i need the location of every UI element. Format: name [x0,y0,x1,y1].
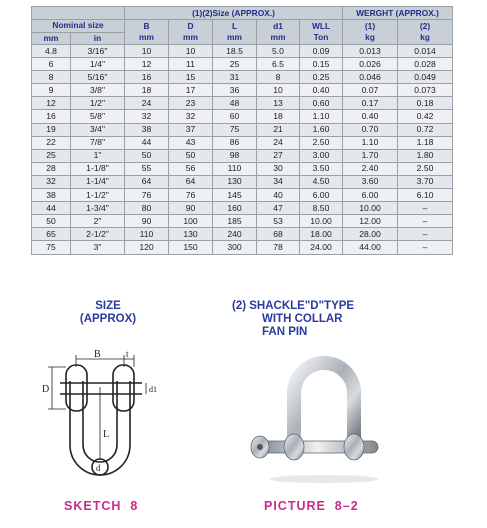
header-d-label: D [187,21,194,31]
table-cell: 240 [213,228,257,241]
table-cell: 10 [169,45,213,58]
table-cell: 1/4" [71,58,125,71]
table-cell: 1-1/8" [71,162,125,175]
dim-b-label: B [94,349,101,360]
table-cell: 130 [169,228,213,241]
table-cell: 17 [169,84,213,97]
table-cell: 24.00 [300,241,343,254]
sketch-title-line1: SIZE [95,300,121,312]
table-row [32,215,453,228]
table-cell: 53 [257,215,300,228]
shackle-sketch [30,345,180,485]
table-cell: 9 [32,84,71,97]
table-cell: 6.00 [343,189,398,202]
table-cell: 28 [32,162,71,175]
table-row [32,241,453,254]
picture-caption: PICTURE 8–2 [264,499,359,513]
table-cell: 1-3/4" [71,202,125,215]
table-row [32,110,453,123]
table-cell: 18 [257,110,300,123]
table-cell: 44.00 [343,241,398,254]
table-cell: 78 [257,241,300,254]
table-cell: 6.00 [300,189,343,202]
table-cell: 8.50 [300,202,343,215]
table-cell: – [398,202,453,215]
header-d [169,20,213,45]
table-cell: 160 [213,202,257,215]
table-cell: 90 [169,202,213,215]
table-cell: 32 [169,110,213,123]
photo-bow [294,363,354,445]
table-cell: 0.42 [398,110,453,123]
table-cell: 3.50 [300,162,343,175]
table-cell: 12 [125,58,169,71]
header-wll [300,20,343,45]
table-cell: 0.028 [398,58,453,71]
header-b-unit: mm [139,32,154,42]
table-cell: 38 [125,123,169,136]
table-cell: 25 [213,58,257,71]
table-cell: 90 [125,215,169,228]
table-cell: 11 [169,58,213,71]
header-w2-label: (2) [419,21,431,31]
table-row [32,71,453,84]
photo-left-eye [284,434,304,460]
table-cell: 0.25 [300,71,343,84]
table-cell: 24 [257,136,300,149]
table-cell: 0.013 [343,45,398,58]
table-cell: 2.50 [300,136,343,149]
table-cell: 3/8" [71,84,125,97]
table-cell: 31 [213,71,257,84]
table-cell: 32 [125,110,169,123]
table-cell: 4.50 [300,175,343,188]
table-cell: 23 [169,97,213,110]
table-cell: 64 [169,175,213,188]
table-cell: 32 [32,175,71,188]
header-row-2 [32,20,453,33]
table-cell: 50 [125,149,169,162]
table-cell: 75 [32,241,71,254]
header-d1-unit: mm [270,32,286,42]
sketch-title [58,300,158,326]
table-cell: 6.5 [257,58,300,71]
table-cell: 76 [169,189,213,202]
picture-title-line3: FAN PIN [262,326,308,338]
table-cell: 43 [169,136,213,149]
table-cell: 1-1/2" [71,189,125,202]
table-cell: 2-1/2" [71,228,125,241]
table-row [32,97,453,110]
table-cell: 300 [213,241,257,254]
table-cell: 110 [213,162,257,175]
sketch-caption: SKETCH 8 [64,499,139,513]
table-cell: 5/16" [71,71,125,84]
table-cell: 0.40 [343,110,398,123]
table-cell: 150 [169,241,213,254]
table-cell: 0.40 [300,84,343,97]
table-cell: 18 [125,84,169,97]
table-cell: 27 [257,149,300,162]
header-in: in [71,32,125,45]
header-row-1 [32,7,453,20]
table-cell: 50 [32,215,71,228]
table-cell: 10 [125,45,169,58]
table-row [32,136,453,149]
table-cell: 13 [257,97,300,110]
table-cell: 50 [169,149,213,162]
table-cell: 6 [32,58,71,71]
table-cell: 0.026 [343,58,398,71]
dim-d-label: D [42,384,50,395]
table-cell: 10 [257,84,300,97]
picture-title-line2: WITH COLLAR [262,313,343,325]
table-cell: 36 [213,84,257,97]
header-weight-1 [343,20,398,45]
table-cell: 12 [32,97,71,110]
header-weight: WERGHT (APPROX.) [343,7,453,20]
table-cell: 2" [71,215,125,228]
table-row [32,189,453,202]
table-cell: 3/4" [71,123,125,136]
table-cell: 80 [125,202,169,215]
table-cell: 3.00 [300,149,343,162]
table-row [32,58,453,71]
table-cell: 120 [125,241,169,254]
table-cell: 0.046 [343,71,398,84]
table-cell: 2.50 [398,162,453,175]
table-cell: 1-1/4" [71,175,125,188]
table-cell: 18.00 [300,228,343,241]
table-cell: 3.70 [398,175,453,188]
header-l-unit: mm [227,32,242,42]
dim-d-small-label: d [96,463,101,473]
table-cell: 19 [32,123,71,136]
table-cell: 65 [32,228,71,241]
table-cell: – [398,241,453,254]
sketch-left-eye [66,365,87,411]
table-cell: 145 [213,189,257,202]
table-cell: 55 [125,162,169,175]
table-cell: 30 [257,162,300,175]
table-cell: 5/8" [71,110,125,123]
table-cell: 38 [32,189,71,202]
dim-t-label: t [126,349,129,359]
table-cell: 64 [125,175,169,188]
table-row [32,84,453,97]
table-cell: 1.80 [398,149,453,162]
sketch-title-line2: (APPROX) [79,313,137,325]
header-wll-unit: Ton [313,32,329,42]
table-cell: 1" [71,149,125,162]
header-l [213,20,257,45]
table-cell: 12.00 [343,215,398,228]
dim-d1-label: d1 [149,385,157,394]
table-row [32,123,453,136]
table-cell: 60 [213,110,257,123]
table-cell: 0.70 [343,123,398,136]
table-cell: 15 [169,71,213,84]
table-cell: 10.00 [343,202,398,215]
table-row [32,175,453,188]
header-d-unit: mm [183,32,198,42]
table-row [32,149,453,162]
table-cell: 0.073 [398,84,453,97]
table-cell: 75 [213,123,257,136]
picture-title-line1: (2) SHACKLE"D"TYPE [232,300,355,312]
table-cell: 8 [32,71,71,84]
table-cell: 0.60 [300,97,343,110]
header-weight-2 [398,20,453,45]
table-cell: 22 [32,136,71,149]
table-cell: 16 [32,110,71,123]
header-wll-label: WLL [311,21,331,31]
table-cell: 0.049 [398,71,453,84]
photo-right-eye [344,434,364,460]
table-cell: 21 [257,123,300,136]
picture-title [232,300,432,339]
table-cell: 76 [125,189,169,202]
table-cell: 44 [32,202,71,215]
header-d1-label: d1 [273,21,283,31]
header-b [125,20,169,45]
table-cell: 2.40 [343,162,398,175]
header-w1-label: (1) [364,21,376,31]
table-cell: 56 [169,162,213,175]
spec-table [31,6,453,255]
table-cell: 16 [125,71,169,84]
table-cell: 4.8 [32,45,71,58]
table-cell: 10.00 [300,215,343,228]
header-size: (1)(2)Size (APPROX.) [125,7,343,20]
table-cell: 110 [125,228,169,241]
table-cell: 86 [213,136,257,149]
header-d1 [257,20,300,45]
table-cell: 28.00 [343,228,398,241]
table-cell: 34 [257,175,300,188]
header-w2-unit: kg [420,32,430,42]
table-cell: 5.0 [257,45,300,58]
header-b-label: B [143,21,150,31]
table-cell: 47 [257,202,300,215]
table-cell: – [398,215,453,228]
table-cell: 68 [257,228,300,241]
shackle-photo [236,345,396,485]
table-cell: 100 [169,215,213,228]
table-cell: 25 [32,149,71,162]
table-cell: 40 [257,189,300,202]
table-cell: 1.18 [398,136,453,149]
table-row [32,202,453,215]
table-row [32,45,453,58]
table-cell: 0.09 [300,45,343,58]
table-cell: 1.10 [300,110,343,123]
header-blank [32,7,125,20]
header-w1-unit: kg [365,32,375,42]
table-cell: 0.15 [300,58,343,71]
table-cell: 18.5 [213,45,257,58]
table-row [32,162,453,175]
table-cell: 44 [125,136,169,149]
table-cell: 1.70 [343,149,398,162]
header-mm: mm [32,32,71,45]
table-cell: 3" [71,241,125,254]
table-cell: 1/2" [71,97,125,110]
table-cell: 37 [169,123,213,136]
table-cell: 48 [213,97,257,110]
table-row [32,228,453,241]
header-l-label: L [231,21,238,31]
table-cell: 6.10 [398,189,453,202]
header-nominal-size: Nominal size [32,20,125,33]
table-cell: 130 [213,175,257,188]
table-cell: 98 [213,149,257,162]
table-cell: 0.07 [343,84,398,97]
table-cell: 8 [257,71,300,84]
photo-shadow [269,475,379,483]
table-cell: 0.014 [398,45,453,58]
sketch-right-eye [113,365,134,411]
table-cell: 0.72 [398,123,453,136]
table-cell: 1.10 [343,136,398,149]
table-cell: 1.60 [300,123,343,136]
dim-l-label: L [103,429,110,440]
table-cell: 3.60 [343,175,398,188]
photo-pin-hole [257,444,263,450]
table-cell: 3/16" [71,45,125,58]
table-cell: 24 [125,97,169,110]
table-cell: – [398,228,453,241]
table-cell: 0.18 [398,97,453,110]
table-cell: 185 [213,215,257,228]
table-cell: 7/8" [71,136,125,149]
table-cell: 0.17 [343,97,398,110]
